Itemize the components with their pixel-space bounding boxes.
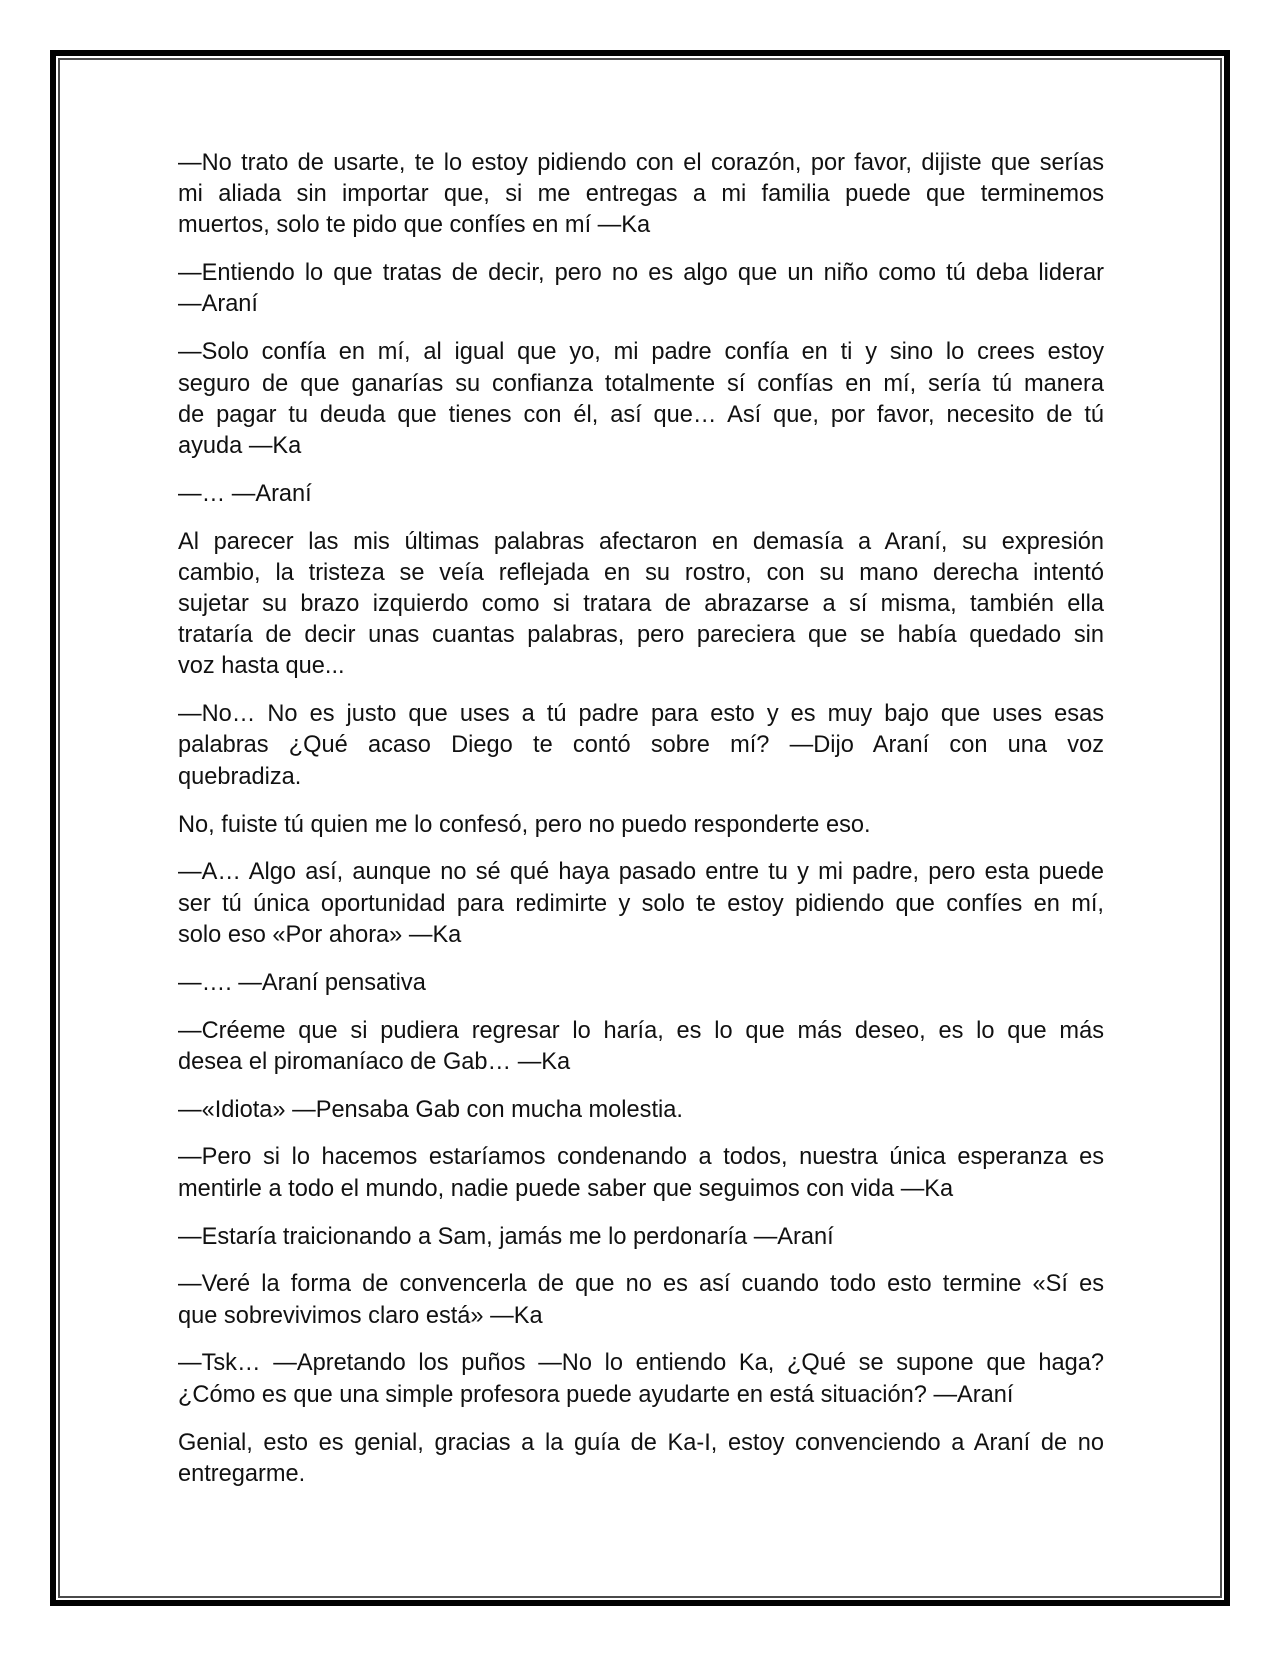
- text-line: trataría de decir unas cuantas palabras, pero pareciera que se había quedado sin: [178, 622, 1104, 649]
- text-line: sujetar su brazo izquierdo como si tratara de abrazarse a sí misma, también ella: [178, 591, 1104, 617]
- paragraph: [178, 1142, 1104, 1204]
- text-line: ser tú única oportunidad para redimirte y solo te estoy pidiendo que confíes en mí,: [178, 890, 1104, 917]
- text-line: —Araní: [178, 291, 258, 318]
- text-line: de pagar tu deuda que tienes con él, así que… Así que, por favor, necesito de tú: [178, 401, 1104, 428]
- paragraph: [178, 258, 1104, 320]
- paragraph: [178, 1016, 1104, 1078]
- text-line: —Pero si lo hacemos estaríamos condenando a todos, nuestra única esperanza es: [178, 1144, 1104, 1171]
- paragraph: [178, 337, 1104, 462]
- paragraph: [178, 1269, 1104, 1331]
- text-line: solo eso «Por ahora» —Ka: [178, 921, 462, 948]
- text-line: No, fuiste tú quien me lo confesó, pero no puedo responderte eso.: [178, 811, 871, 838]
- paragraph: [178, 699, 1104, 793]
- paragraph: [178, 1348, 1104, 1410]
- text-line: palabras ¿Qué acaso Diego te contó sobre mí? —Dijo Araní con una voz: [178, 732, 1104, 759]
- text-line: —No… No es justo que uses a tú padre para esto y es muy bajo que uses esas: [178, 701, 1104, 728]
- text-line: que sobrevivimos claro está» —Ka: [178, 1302, 543, 1329]
- text-line: —«Idiota» —Pensaba Gab con mucha molestia.: [178, 1096, 683, 1123]
- text-line: —Créeme que si pudiera regresar lo haría, es lo que más deseo, es lo que más: [178, 1017, 1104, 1044]
- text-line: —… —Araní: [178, 480, 312, 507]
- text-line: quebradiza.: [178, 763, 302, 790]
- paragraph: [178, 148, 1104, 242]
- paragraph: [178, 1222, 1104, 1253]
- text-line: —A… Algo así, aunque no sé qué haya pasado entre tu y mi padre, pero esta puede: [178, 859, 1104, 886]
- paragraph: [178, 479, 1104, 510]
- paragraph: [178, 857, 1104, 951]
- text-line: seguro de que ganarías su confianza totalmente sí confías en mí, sería tú manera: [178, 370, 1104, 397]
- text-line: —Tsk… —Apretando los puños —No lo entiendo Ka, ¿Qué se supone que haga?: [178, 1350, 1104, 1377]
- text-line: —No trato de usarte, te lo estoy pidiendo con el corazón, por favor, dijiste que serías: [178, 150, 1104, 176]
- document-body: [178, 148, 1104, 1507]
- paragraph: [178, 527, 1104, 683]
- text-line: —Veré la forma de convencerla de que no es así cuando todo esto termine «Sí es: [178, 1271, 1104, 1298]
- text-line: —Entiendo lo que tratas de decir, pero no es algo que un niño como tú deba liderar: [178, 260, 1104, 287]
- text-line: Genial, esto es genial, gracias a la guía de Ka-I, estoy convenciendo a Araní de no: [178, 1429, 1104, 1456]
- text-line: muertos, solo te pido que confíes en mí —Ka: [178, 212, 651, 239]
- text-line: —Estaría traicionando a Sam, jamás me lo perdonaría —Araní: [178, 1223, 834, 1250]
- text-line: entregarme.: [178, 1460, 306, 1487]
- text-line: mi aliada sin importar que, si me entregas a mi familia puede que terminemos: [178, 181, 1104, 208]
- text-line: —Solo confía en mí, al igual que yo, mi padre confía en ti y sino lo crees estoy: [178, 339, 1104, 366]
- text-line: ¿Cómo es que una simple profesora puede ayudarte en está situación? —Araní: [178, 1381, 1014, 1408]
- text-line: ayuda —Ka: [178, 432, 302, 459]
- text-line: voz hasta que...: [178, 653, 345, 680]
- paragraph: [178, 1095, 1104, 1126]
- text-line: desea el piromaníaco de Gab… —Ka: [178, 1048, 571, 1075]
- text-line: —…. —Araní pensativa: [178, 969, 426, 996]
- text-line: cambio, la tristeza se veía reflejada en su rostro, con su mano derecha intentó: [178, 559, 1104, 586]
- text-line: mentirle a todo el mundo, nadie puede saber que seguimos con vida —Ka: [178, 1175, 954, 1202]
- text-line: Al parecer las mis últimas palabras afectaron en demasía a Araní, su expresión: [178, 528, 1104, 555]
- paragraph: [178, 968, 1104, 999]
- paragraph: [178, 1428, 1104, 1490]
- paragraph: [178, 810, 1104, 841]
